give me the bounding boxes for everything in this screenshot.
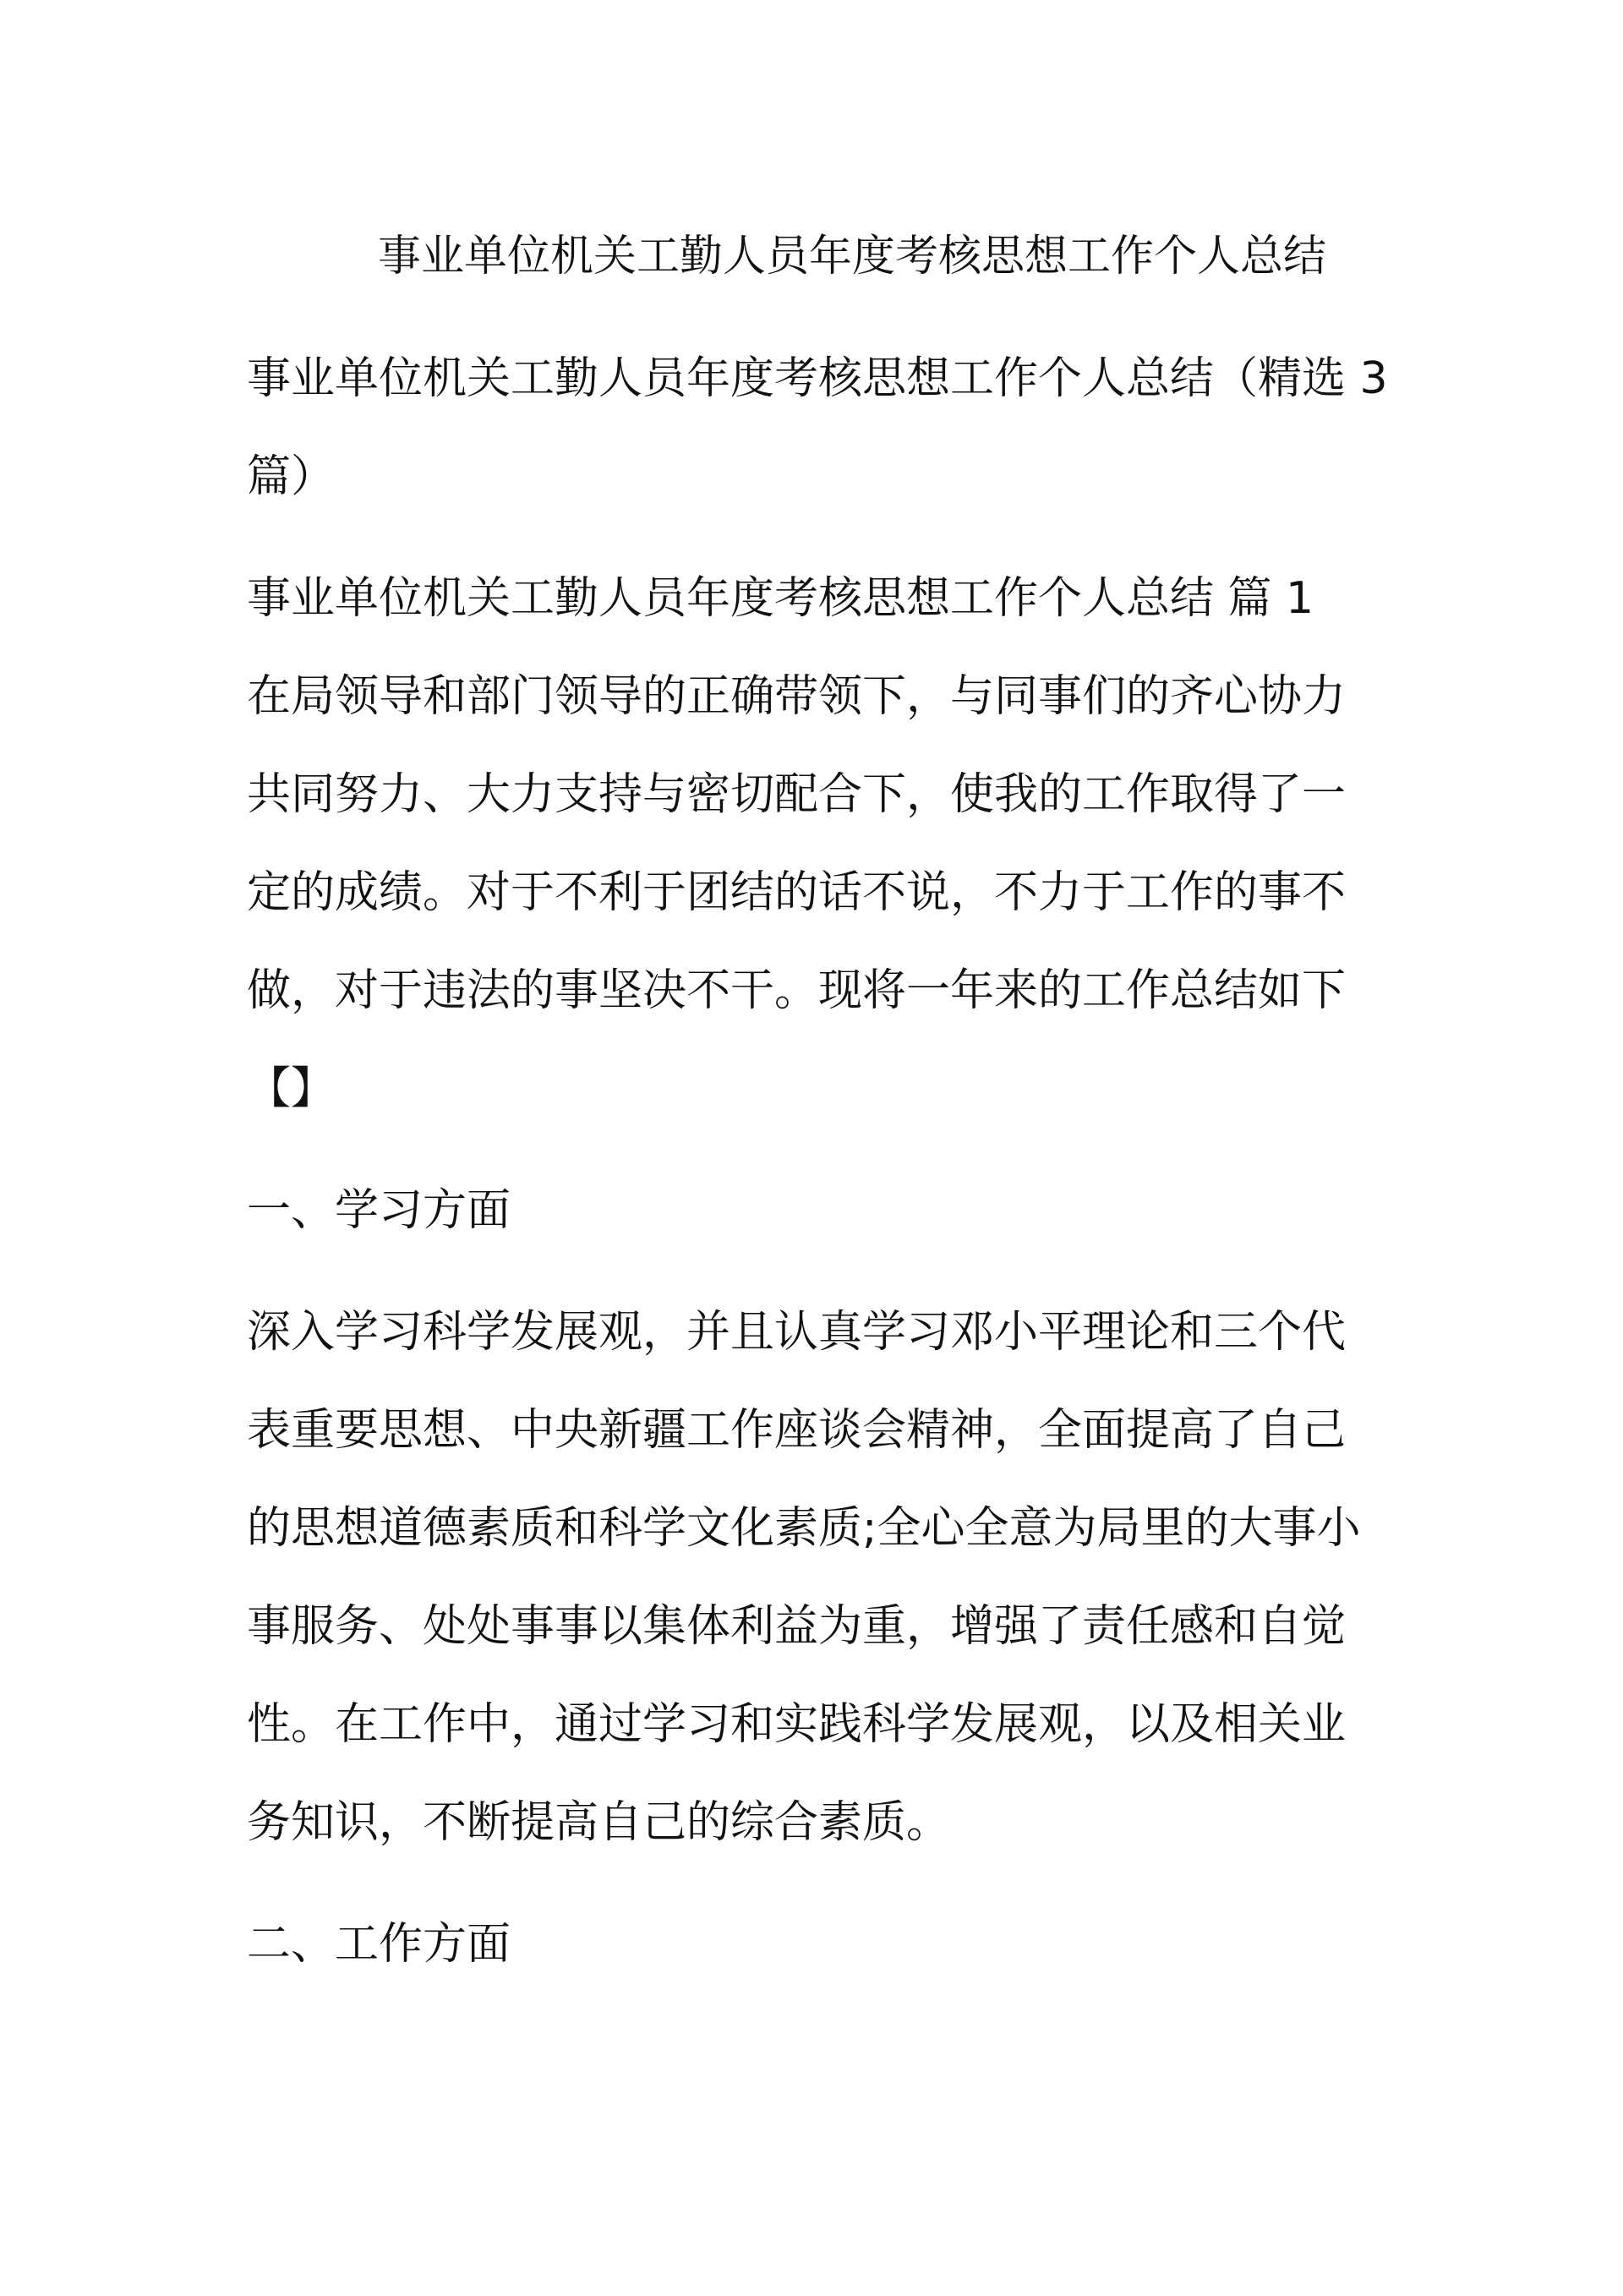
article-heading: 事业单位机关工勤人员年度考核思想工作个人总结 篇 1 [247, 573, 1314, 624]
subtitle-line: 事业单位机关工勤人员年度考核思想工作个人总结（精选 3 [247, 353, 1388, 404]
section-heading: 一、学习方面 [247, 1185, 511, 1236]
paragraph-line: 性。在工作中，通过学习和实践科学发展观，以及相关业 [247, 1699, 1347, 1750]
paragraph-line: 做，对于违法的事坚决不干。现将一年来的工作总结如下 [247, 965, 1347, 1016]
paragraph-line: 定的成绩。对于不利于团结的话不说，不力于工作的事不 [247, 867, 1347, 918]
paragraph-line: 共同努力、大力支持与密切配合下，使我的工作取得了一 [247, 769, 1347, 820]
paragraph-line: 务知识，不断提高自己的综合素质。 [247, 1797, 951, 1848]
paragraph-line: 表重要思想、中央新疆工作座谈会精神，全面提高了自己 [247, 1405, 1347, 1456]
paragraph-line: 【】 [247, 1063, 336, 1114]
section-heading: 二、工作方面 [247, 1919, 511, 1970]
subtitle-line: 篇） [247, 451, 336, 502]
paragraph-line: 在局领导和部门领导的正确带领下，与同事们的齐心协力 [247, 671, 1347, 722]
document-title: 事业单位机关工勤人员年度考核思想工作个人总结 [378, 232, 1327, 282]
paragraph-line: 的思想道德素质和科学文化素质;全心全意为局里的大事小 [247, 1503, 1361, 1554]
paragraph-line: 深入学习科学发展观，并且认真学习邓小平理论和三个代 [247, 1307, 1347, 1358]
paragraph-line: 事服务、处处事事以集体利益为重，增强了责任感和自觉 [247, 1601, 1347, 1652]
